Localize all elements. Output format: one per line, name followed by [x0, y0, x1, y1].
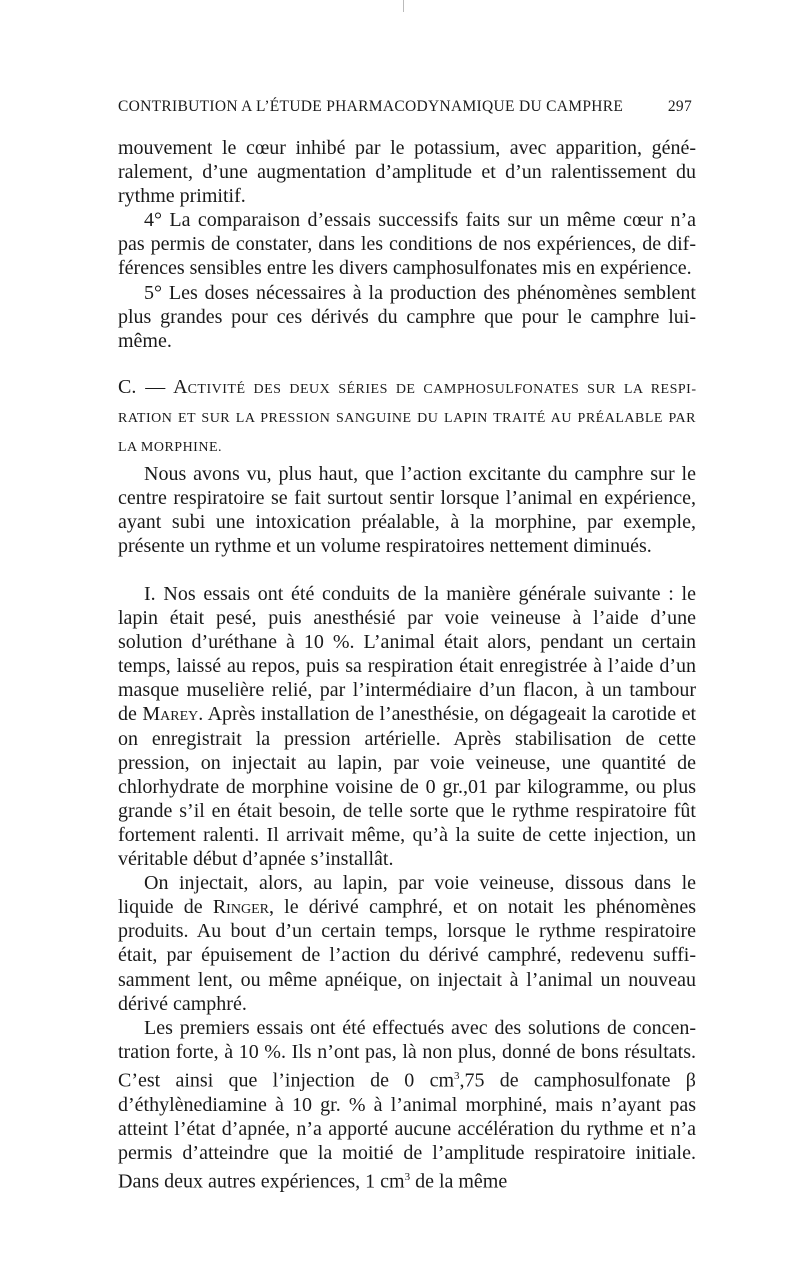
- page-number: 297: [667, 98, 692, 115]
- paragraph: 4° La comparaison d’essais successifs faits sur un même cœur n’a pas permis de constater, dans les conditions de nos expériences, de différences sensibles entre les divers camphosulfonates mis en expérience.: [118, 209, 696, 280]
- text-run: On injectait, alors, au lapin, par voie veineuse, dissous dans le liquide de: [118, 872, 696, 919]
- text-run: ,75 de camphosulfonate β d’éthylènediamine à 10 gr. % à l’animal morphiné, mais n’ayant pas atteint l’état d’apnée, n’a apporté aucune accélération du rythme et n’a permis d’atteindre que la moitié de l’amplitude respiratoire initiale. Dans deux autres expériences, 1 cm: [118, 1069, 696, 1193]
- section-cap: A: [173, 376, 188, 398]
- paragraph: [118, 1016, 696, 1194]
- author-name: Marey: [142, 703, 199, 726]
- superscript: 3: [404, 1170, 411, 1183]
- text-run: de la même: [410, 1170, 508, 1193]
- intro-block: [118, 462, 696, 558]
- paragraph: mouvement le cœur inhibé par le potassium, avec apparition, généralement, d’une augmentation d’amplitude et d’un ralentissement du rythme primitif.: [118, 137, 696, 208]
- header-title: CONTRIBUTION A L’ÉTUDE PHARMACODYNAMIQUE DU CAMPHRE: [118, 98, 624, 115]
- scan-mark: [403, 0, 404, 12]
- text-run: . Après installation de l’anesthésie, on dégageait la carotide et on enregistrait la pression artérielle. Après stabilisation de cette pression, on injectait au lapin, par voie veineuse, une quantité de chlorhydrate de morphine voisine de 0 gr.,01 par kilogramme, ou plus grande s’il en était besoin, de telle sorte que le rythme respiratoire fût fortement ralenti. Il arrivait même, qu’à la suite de cette injection, un véritable début d’apnée s’installât.: [118, 703, 696, 871]
- superscript: 3: [454, 1069, 460, 1082]
- text-run: , le dérivé camphré, et on notait les phénomènes produits. Au bout d’un certain temps, lorsque le rythme respiratoire était, par épuisement de l’action du dérivé camphré, redevenu suffisamment lent, ou même apnéique, on injectait à l’animal un nouveau dérivé camphré.: [118, 896, 697, 1015]
- section-label: C. —: [118, 376, 166, 398]
- running-header: [118, 98, 692, 116]
- text-run: I. Nos essais ont été conduits de la manière générale suivante : le lapin était pesé, puis anesthésié par voie veineuse à l’aide d’une solution d’uréthane à 10 %. L’animal était alors, pendant un certain temps, laissé au repos, puis sa respiration était enregistrée à l’aide d’un masque muselière relié, par l’intermédiaire d’un flacon, à un tambour de: [118, 583, 696, 726]
- text-run: Les premiers essais ont été effectués avec des solutions de concentration forte, à 10 %. Ils n’ont pas, là non plus, donné de bons résultats. C’est ainsi que l’injection de 0 cm: [118, 1016, 696, 1092]
- paragraph: Nous avons vu, plus haut, que l’action excitante du camphre sur le centre respiratoire se fait surtout sentir lorsque l’animal en expérience, ayant subi une intoxication préalable, à la morphine, par exemple, présente un rythme et un volume respiratoires nettement diminués.: [118, 463, 696, 558]
- section-title: CTIVITÉ DES DEUX SÉRIES DE CAMPHOSULFONATES SUR LA RESPIRATION ET SUR LA PRESSION SANGUINE DU LAPIN TRAITÉ AU PRÉALABLE PAR LA MORPHINE.: [118, 382, 696, 455]
- conclusions-block: [118, 136, 696, 353]
- section-heading: [118, 374, 696, 461]
- author-name: Ringer: [212, 896, 269, 919]
- paragraph: [118, 871, 696, 1016]
- paragraph: [118, 582, 696, 871]
- methods-block: [118, 582, 696, 1194]
- paragraph: 5° Les doses nécessaires à la production des phénomènes semblent plus grandes pour ces dérivés du camphre que pour le camphre lui-même.: [118, 281, 696, 352]
